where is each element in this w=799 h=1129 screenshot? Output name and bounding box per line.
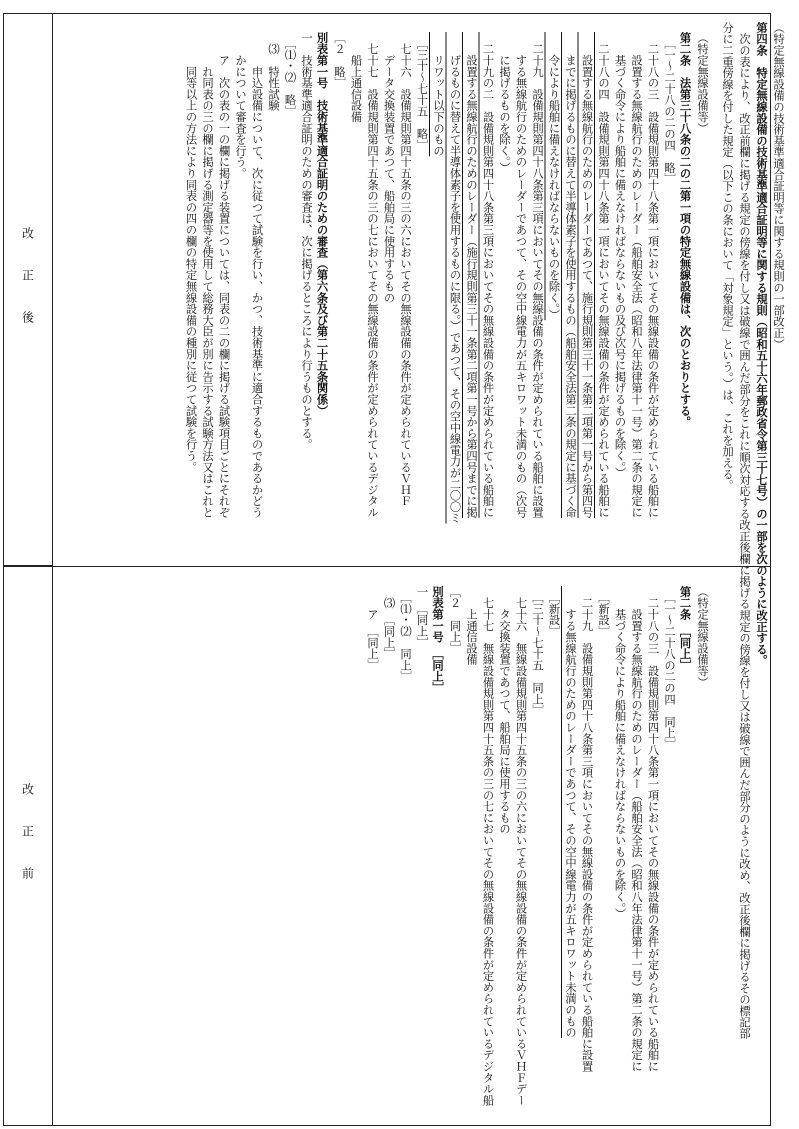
text-line: 二十九の二 設備規則第四十八条第三項においてその無線設備の条件が定められている船舶に [481, 32, 495, 518]
comparison-table [3, 13, 771, 1126]
text-line: 第二条 法第三十八条の二の二第一項の特定無線設備は、次のとおりとする。 [678, 32, 693, 428]
text-line: ⑶ 特性試験 [267, 32, 280, 112]
text-line: ［新設］ [547, 586, 561, 637]
text-line: 申込設備について、次に従つて試験を行い、かつ、技術基準に適合するものであるかどう [250, 32, 264, 518]
text-line: ［⑴・⑵ 略］ [283, 32, 297, 117]
text-line: 二十八の四 設備規則第四十八条第一項においてその無線設備の条件が定められている船舶に [597, 32, 610, 518]
text-line: 設置する無線航行のためのレーダー（船舶安全法（昭和八年法律第十一号）第二条の規定に [630, 32, 643, 518]
text-line: ［三十～七十五 同上］ [531, 586, 544, 716]
text-line: する無線航行のためのレーダーであつて、その空中線電力が五キロワット未満のもの [564, 586, 577, 1038]
text-line: 七十七 無線設備規則第四十五条の三の七においてその無線設備の条件が定められているデジタル船 [481, 586, 495, 1106]
after-column-text [182, 32, 710, 562]
text-line: 設置する無線航行のためのレーダーであつて、施行規則第三十一条第二項第一号から第四号 [580, 32, 594, 518]
text-line: 設置する無線航行のためのレーダー（船舶安全法（昭和八年法律第十一号）第二条の規定に [630, 586, 643, 1072]
text-line: ［一～二十八の二の四 略］ [663, 32, 676, 185]
header-line: 次の表により、改正前欄に掲げる規定の傍線を付し又は破線で囲んだ部分をこれに順次対応する改正後欄に掲げる規定の傍線を付し又は破線で囲んだ部分のように改め、改正後欄に掲げるその標記部 [738, 22, 751, 1039]
header-divider [52, 14, 53, 1125]
text-line: れ同表の三の欄に掲げる測定器等を使用して総務大臣が別に告示する試験方法又はこれと [201, 32, 214, 518]
text-line: データ交換装置であつて、船舶局に使用するもの [382, 32, 396, 304]
text-line: 基づく命令により船舶に備えなければならないものを除く。） [613, 586, 627, 920]
text-line: 令により船舶に備えなければならないものを除く。） [547, 32, 561, 321]
text-line: 設置する無線航行のためのレーダー（施行規則第三十一条第二項第一号から第四号までに掲 [465, 32, 478, 518]
column-header-before [4, 566, 52, 1126]
text-line: かについて審査を行う。 [234, 32, 247, 179]
text-line: ［⑴・⑵ 同上］ [399, 586, 412, 683]
header-line: 分に二重傍線を付した規定（以下この条において「対象規定」という。）は、これを加える。 [721, 22, 734, 491]
text-line: 二十八の三 設備規則第四十八条第一項においてその無線設備の条件が定められている船舶に [646, 586, 660, 1072]
text-line: 第二条 ［同上］ [678, 586, 693, 671]
text-line: 七十七 設備規則第四十五条の三の七においてその無線設備の条件が定められているデジタル [366, 32, 379, 518]
before-column-text [364, 586, 711, 1116]
text-line: 一 技術基準適合証明のための審査は、次に掲げるところにより行うものとする。 [300, 32, 313, 451]
text-line: 別表第一号 技術基準適合証明のための審査（第六条及び第二十五条関係） [315, 32, 330, 417]
header-line: 第四条 特定無線設備の技術基準適合証明等に関する規則（昭和五十六年郵政省令第三十七号）の一部を次のように改正する。 [755, 22, 769, 667]
column-header-after [4, 14, 52, 566]
text-line: する無線航行のためのレーダーであつて、その空中線電力が五キロワット未満のもの（次号 [514, 32, 528, 518]
text-line: ⑶ ［同上］ [382, 586, 396, 660]
text-line: （特定無線設備等） [696, 586, 709, 688]
text-line: ア 次の表の一の欄に掲げる装置については、同表の二の欄に掲げる試験項目ごとにそれぞ [217, 32, 231, 518]
text-line: （特定無線設備等） [696, 32, 709, 134]
text-line: ［２ 略］ [333, 32, 346, 89]
text-line: に掲げるものを除く。） [498, 32, 511, 174]
text-line: 二十九 設備規則第四十八条第三項においてその無線設備の条件が定められている船舶に設置 [580, 586, 594, 1072]
text-line: までに掲げるものに替えて半導体素子を使用するもの（船舶安全法第二条の規定に基づく命 [564, 32, 577, 518]
text-line: 別表第一号 ［同上］ [431, 586, 445, 694]
column-header-after-label: 改正後 [20, 226, 35, 353]
header-line: （特定無線設備の技術基準適合証明等に関する規則の一部改正） [772, 22, 785, 350]
column-divider [52, 566, 770, 567]
text-line: ［新設］ [597, 586, 610, 637]
text-line: 基づく命令により船舶に備えなければならないもの及び次号に掲げるものを除く。） [613, 32, 627, 479]
text-line: 二十八の三 設備規則第四十八条第一項においてその無線設備の条件が定められている船舶に [646, 32, 660, 518]
column-header-before-label: 改正前 [20, 783, 35, 909]
text-line: ［三十～七十五 略］ [415, 32, 429, 151]
text-line: ア ［同上］ [366, 586, 379, 671]
text-line: ［２ 同上］ [448, 586, 462, 654]
text-line: 二十九 設備規則第四十八条第三項においてその無線設備の条件が定められている船舶に設置 [531, 32, 544, 518]
text-line: 一 ［同上］ [415, 586, 429, 649]
text-line: タ交換装置であつて、船舶局に使用するもの [498, 586, 511, 835]
text-line: げるものに替えて半導体素子を使用するものに限る。）であつて、その空中線電力が二〇〇ミ [448, 32, 462, 524]
text-line: 七十六 設備規則第四十五条の三の六においてその無線設備の条件が定められているＶＨＦ [399, 32, 412, 507]
text-line: リワット以下のもの [432, 32, 445, 157]
text-line: 船上通信設備 [349, 32, 363, 123]
text-line: 七十六 無線設備規則第四十五条の三の六においてその無線設備の条件が定められているＶＨＦデー [514, 586, 528, 1106]
text-line: 同等以上の方法により同表の四の欄の特定無線設備の種別に従つて試験を行う。 [184, 32, 198, 473]
text-line: ［一～二十八の二の四 同上］ [663, 586, 676, 750]
text-line: 上通信設備 [465, 586, 478, 666]
